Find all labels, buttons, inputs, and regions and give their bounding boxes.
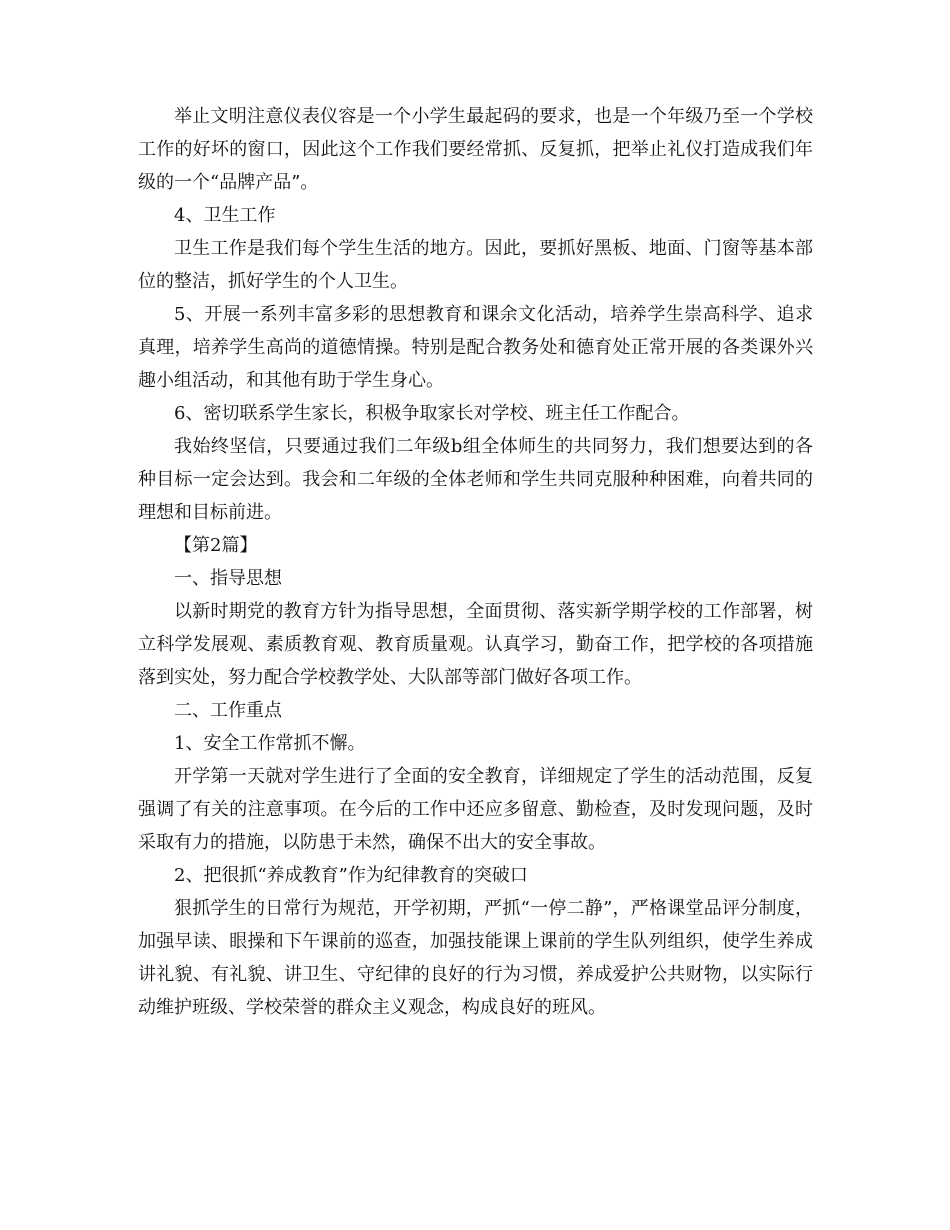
heading-guiding-ideology: 一、指导思想 xyxy=(174,568,282,589)
paragraph-guiding-ideology: 以新时期党的教育方针为指导思想，全面贯彻、落实新学期学校的工作部署，树立科学发展观、素质教育观、教育质量观。认真学习，勤奋工作，把学校的各项措施落到实处，努力配合学校教学处、大队部等部门做好各项工作。 xyxy=(138,601,813,688)
paragraph-hygiene: 卫生工作是我们每个学生生活的地方。因此，要抓好黑板、地面、门窗等基本部位的整洁，抓好学生的个人卫生。 xyxy=(138,238,813,292)
heading-hygiene-work: 4、卫生工作 xyxy=(174,205,276,226)
paragraph-1: 举止文明注意仪表仪容是一个小学生最起码的要求，也是一个年级乃至一个学校工作的好坏的窗口，因此这个工作我们要经常抓、反复抓，把举止礼仪打造成我们年级的一个“品牌产品”。 xyxy=(138,106,813,193)
paragraph-belief: 我始终坚信，只要通过我们二年级b组全体师生的共同努力，我们想要达到的各种目标一定会达到。我会和二年级的全体老师和学生共同克服种种困难，向着共同的理想和目标前进。 xyxy=(138,436,813,523)
paragraph-habit-education: 狠抓学生的日常行为规范，开学初期，严抓“一停二静”，严格课堂品评分制度，加强早读、眼操和下午课前的巡查，加强技能课上课前的学生队列组织，使学生养成讲礼貌、有礼貌、讲卫生、守纪律的良好的行为习惯，养成爱护公共财物，以实际行动维护班级、学校荣誉的群众主义观念，构成良好的班风。 xyxy=(138,898,813,1018)
paragraph-activities: 5、开展一系列丰富多彩的思想教育和课余文化活动，培养学生崇高科学、追求真理，培养学生高尚的道德情操。特别是配合教务处和德育处正常开展的各类课外兴趣小组活动，和其他有助于学生身心。 xyxy=(138,304,813,391)
heading-safety-work: 1、安全工作常抓不懈。 xyxy=(174,733,366,754)
section-title-part-2: 【第2篇】 xyxy=(174,535,258,556)
paragraph-parents: 6、密切联系学生家长，积极争取家长对学校、班主任工作配合。 xyxy=(174,403,690,424)
heading-habit-education: 2、把很抓“养成教育”作为纪律教育的突破口 xyxy=(174,865,528,886)
document-body xyxy=(138,100,813,1024)
heading-work-focus: 二、工作重点 xyxy=(174,700,282,721)
paragraph-safety: 开学第一天就对学生进行了全面的安全教育，详细规定了学生的活动范围，反复强调了有关的注意事项。在今后的工作中还应多留意、勤检查，及时发现问题，及时采取有力的措施，以防患于未然，确保不出大的安全事故。 xyxy=(138,766,813,853)
